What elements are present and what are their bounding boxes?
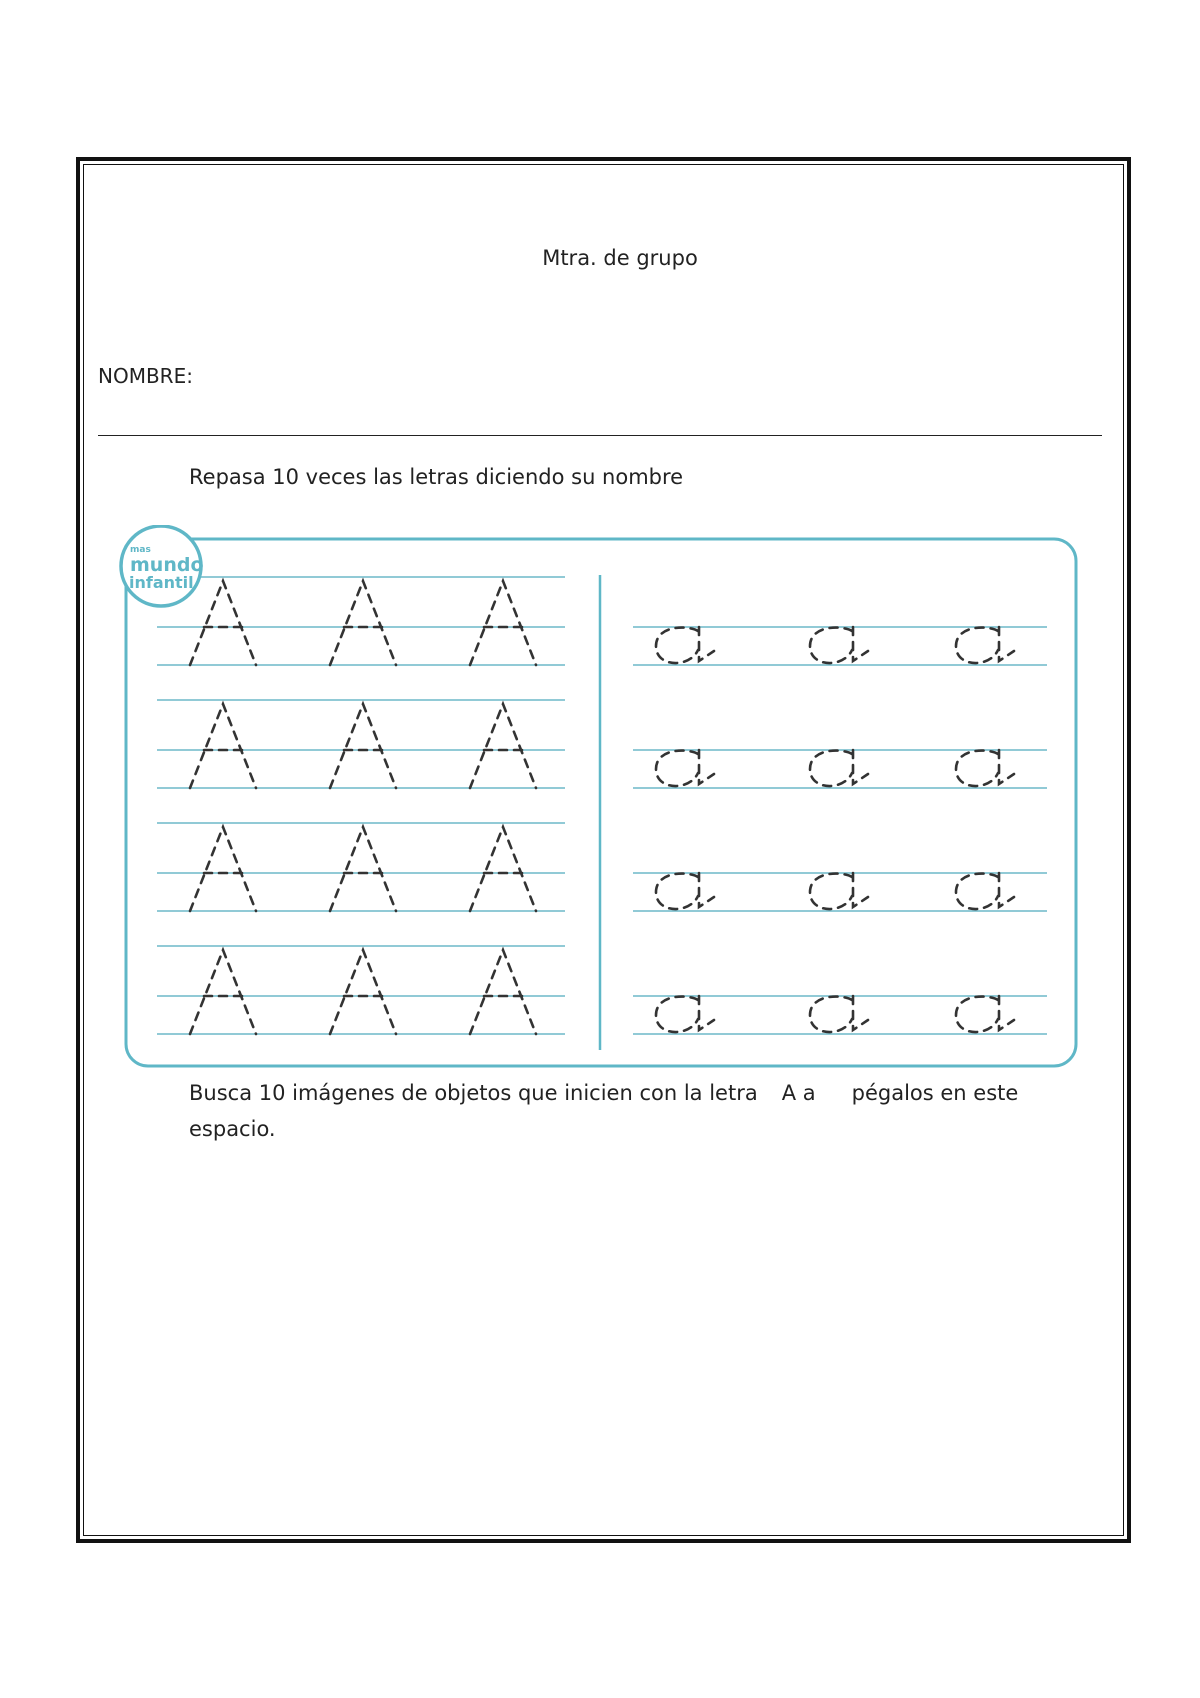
trace-letter-uppercase-a[interactable] <box>470 950 536 1034</box>
trace-letter-lowercase-a[interactable] <box>956 996 1014 1032</box>
trace-letter-uppercase-a[interactable] <box>470 704 536 788</box>
trace-instruction: Repasa 10 veces las letras diciendo su nombre <box>189 465 684 489</box>
name-label: NOMBRE: <box>98 364 193 388</box>
search-instruction-line1 <box>189 1081 1018 1105</box>
trace-letter-lowercase-a[interactable] <box>810 750 868 786</box>
trace-letter-lowercase-a[interactable] <box>656 627 714 663</box>
trace-letter-uppercase-a[interactable] <box>470 827 536 911</box>
name-line[interactable] <box>98 435 1102 436</box>
trace-letter-uppercase-a[interactable] <box>330 704 396 788</box>
logo-word-mas: mas <box>130 545 151 555</box>
logo-word-infantil: infantil <box>129 573 194 592</box>
search-letters: A a <box>781 1081 816 1105</box>
search-instruction-part2: pégalos en este <box>851 1081 1019 1105</box>
uppercase-guide-lines <box>157 577 565 1034</box>
trace-letter-uppercase-a[interactable] <box>330 950 396 1034</box>
teacher-group-title: Mtra. de grupo <box>542 246 698 270</box>
search-instruction-line2: espacio. <box>189 1117 276 1141</box>
trace-letter-uppercase-a[interactable] <box>470 581 536 665</box>
trace-letter-uppercase-a[interactable] <box>330 581 396 665</box>
mundo-infantil-logo <box>121 526 204 606</box>
trace-letter-lowercase-a[interactable] <box>810 873 868 909</box>
search-instruction-part1: Busca 10 imágenes de objetos que inicien con la letra <box>189 1081 758 1105</box>
trace-letter-lowercase-a[interactable] <box>956 750 1014 786</box>
trace-letter-lowercase-a[interactable] <box>656 873 714 909</box>
lowercase-guide-lines <box>633 627 1047 1034</box>
trace-letter-lowercase-a[interactable] <box>956 873 1014 909</box>
trace-letter-lowercase-a[interactable] <box>810 627 868 663</box>
trace-letter-lowercase-a[interactable] <box>810 996 868 1032</box>
trace-letter-uppercase-a[interactable] <box>190 704 256 788</box>
trace-letter-lowercase-a[interactable] <box>956 627 1014 663</box>
trace-letter-uppercase-a[interactable] <box>190 827 256 911</box>
uppercase-letters[interactable] <box>190 581 536 1034</box>
logo-word-mundo: mundo <box>130 554 204 576</box>
lowercase-letters[interactable] <box>656 627 1014 1032</box>
trace-letter-lowercase-a[interactable] <box>656 750 714 786</box>
trace-letter-uppercase-a[interactable] <box>190 581 256 665</box>
trace-letter-uppercase-a[interactable] <box>330 827 396 911</box>
tracing-worksheet <box>110 525 1090 1085</box>
trace-letter-lowercase-a[interactable] <box>656 996 714 1032</box>
trace-letter-uppercase-a[interactable] <box>190 950 256 1034</box>
